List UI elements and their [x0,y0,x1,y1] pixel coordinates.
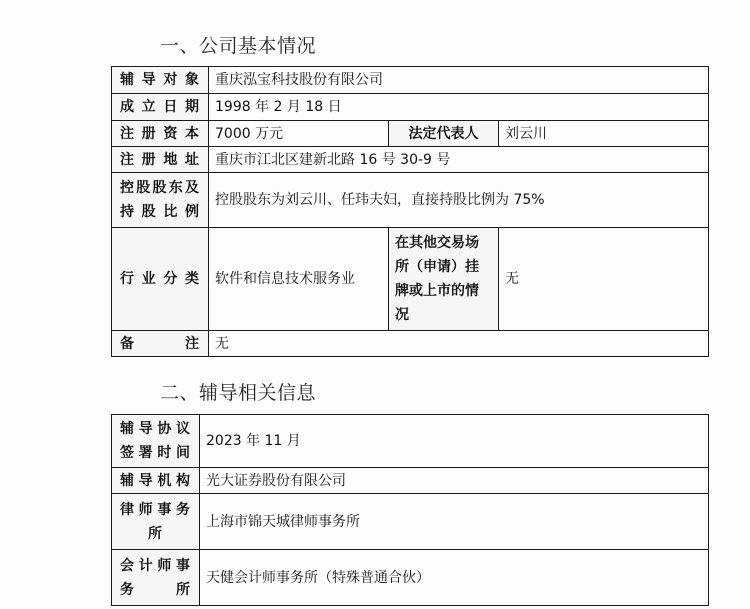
holder-label-line1: 控股股东及 [120,180,200,196]
industry-value: 软件和信息技术服务业 [209,228,389,331]
capital-value: 7000 万元 [209,121,389,147]
target-label: 辅 导 对 象 [112,67,209,94]
accounting-firm-label [112,550,200,606]
agreement-label [112,415,200,468]
table-row [112,550,709,606]
law-firm-value: 上海市锦天城律师事务所 [200,494,709,550]
holder-value: 控股股东为刘云川、任玮夫妇，直接持股比例为 75% [209,173,709,228]
section-heading-counseling-info: 二、辅导相关信息 [160,382,317,404]
listing-label: 在其他交易场所（申请）挂牌或上市的情况 [389,228,499,331]
listing-value: 无 [499,228,709,331]
founded-value: 1998 年 2 月 18 日 [209,94,709,121]
founded-label: 成 立 日 期 [112,94,209,121]
legal-rep-label: 法定代表人 [389,121,499,147]
legal-rep-value: 刘云川 [499,121,709,147]
remark-label: 备 注 [112,331,209,357]
law-firm-label-line2: 所 [148,525,163,542]
table-row [112,147,709,173]
agreement-label-line2: 签署时间 [120,445,191,461]
table-row [112,415,709,468]
law-firm-label-line1: 律师事务 [120,501,191,518]
accounting-firm-value: 天健会计师事务所（特殊普通合伙） [200,550,709,606]
target-value: 重庆泓宝科技股份有限公司 [209,67,709,94]
table-row [112,173,709,228]
remark-value: 无 [209,331,709,357]
table-row [112,228,709,331]
agreement-value: 2023 年 11 月 [200,415,709,468]
holder-label [112,173,209,228]
table-row [112,331,709,357]
counseling-info-table [111,414,709,606]
section-heading-company-info: 一、公司基本情况 [160,35,317,57]
address-label: 注 册 地 址 [112,147,209,173]
agreement-label-line1: 辅导协议 [120,421,191,437]
institution-label: 辅导机构 [112,468,200,494]
capital-label: 注 册 资 本 [112,121,209,147]
accounting-firm-label-line1: 会计师事 [120,557,191,574]
table-row [112,494,709,550]
accounting-firm-label-line2: 务 所 [120,581,191,598]
institution-value: 光大证券股份有限公司 [200,468,709,494]
table-row [112,94,709,121]
company-info-table [111,66,709,357]
table-row [112,468,709,494]
industry-label: 行 业 分 类 [112,228,209,331]
table-row [112,67,709,94]
address-value: 重庆市江北区建新北路 16 号 30-9 号 [209,147,709,173]
holder-label-line2: 持 股 比 例 [120,204,200,220]
table-row [112,121,709,147]
law-firm-label [112,494,200,550]
